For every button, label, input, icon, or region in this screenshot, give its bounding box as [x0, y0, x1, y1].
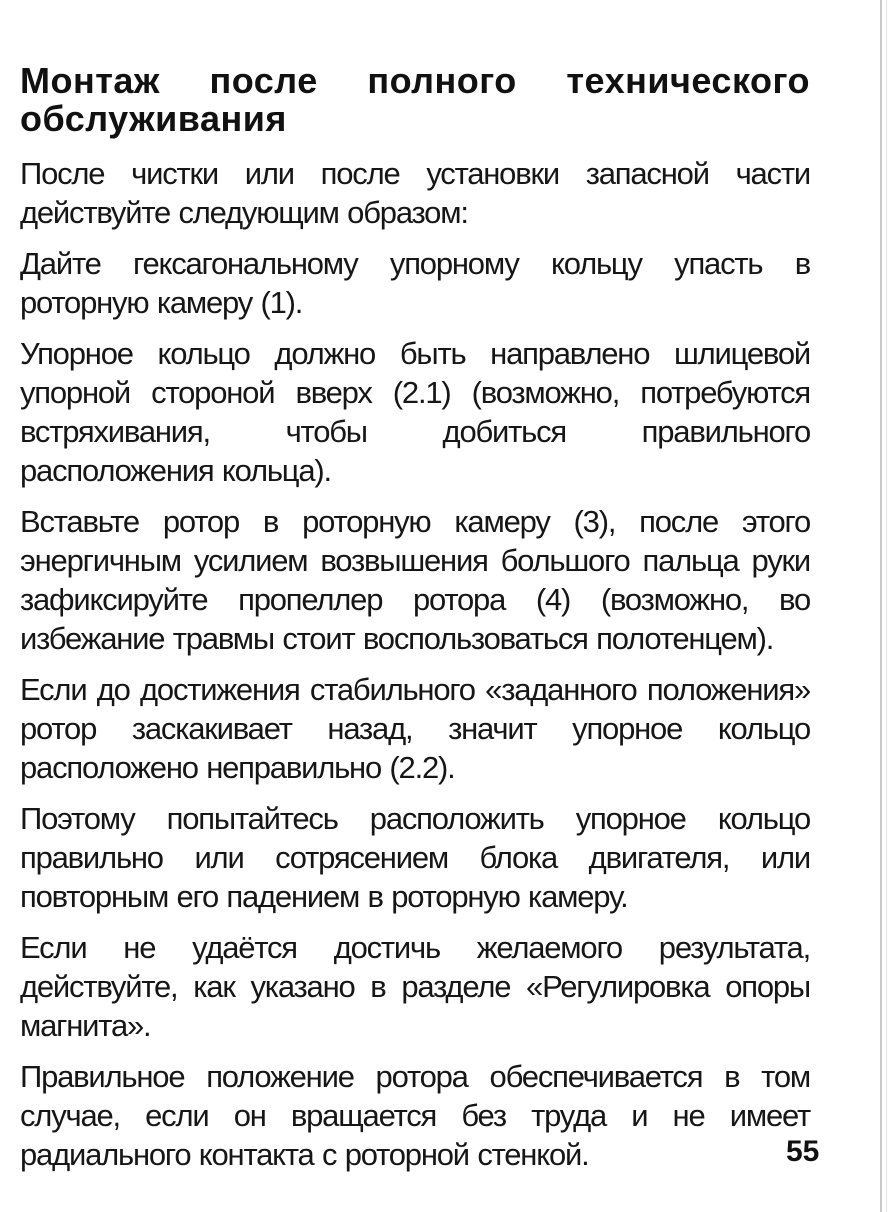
paragraph-ring-orientation: Упорное кольцо должно быть направлено шлицевой упорной стороной вверх (2.1) (возможно, потребуются встряхивания, чтобы добиться правильного расположения кольца). [20, 336, 810, 488]
paragraph-rotor-jumps-back: Если до достижения стабильного «заданного положения» ротор заскакивает назад, значит упорное кольцо расположено неправильно (2.2). [20, 672, 810, 785]
paragraph-see-magnet-section: Если не удаётся достичь желаемого результата, действуйте, как указано в разделе «Регулировка опоры магнита». [20, 930, 810, 1043]
page-number: 55 [786, 1135, 820, 1168]
paragraph-intro: После чистки или после установки запасной части действуйте следующим образом: [20, 156, 810, 230]
section-title: Монтаж после полного технического обслуживания [20, 60, 810, 139]
paragraph-insert-rotor: Вставьте ротор в роторную камеру (3), после этого энергичным усилием возвышения большого пальца руки зафиксируйте пропеллер ротора (4) (возможно, во избежание травмы стоит воспользоваться полотенцем). [20, 504, 810, 656]
page-content [20, 62, 810, 1186]
page-edge-divider [880, 0, 882, 1212]
paragraph-correct-position: Правильное положение ротора обеспечивается в том случае, если он вращается без труда и не имеет радиального контакта с роторной стенкой. [20, 1059, 810, 1172]
paragraph-step-1: Дайте гексагональному упорному кольцу упасть в роторную камеру (1). [20, 246, 810, 320]
page-edge-shadow [886, 0, 887, 1212]
paragraph-reposition-ring: Поэтому попытайтесь расположить упорное кольцо правильно или сотрясением блока двигателя, или повторным его падением в роторную камеру. [20, 801, 810, 914]
